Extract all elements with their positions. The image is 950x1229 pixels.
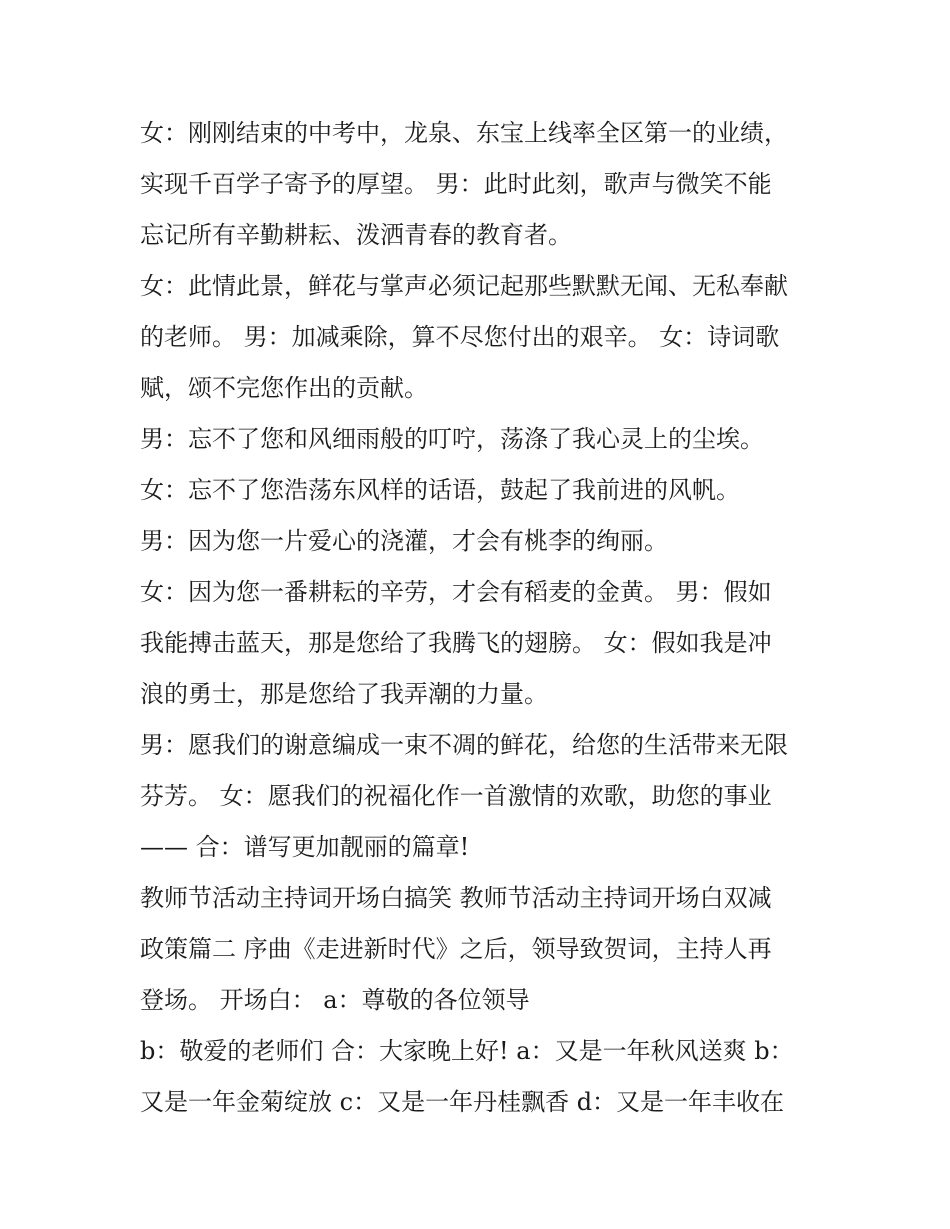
text-line: —— 合：谱写更加靓丽的篇章! xyxy=(140,833,470,861)
text-line: 女：刚刚结束的中考中，龙泉、东宝上线率全区第一的业绩， xyxy=(140,119,788,147)
text-line: 女：忘不了您浩荡东风样的话语，鼓起了我前进的风帆。 xyxy=(140,476,740,504)
text-line: 赋，颂不完您作出的贡献。 xyxy=(140,374,428,402)
text-line: 政策篇二 序曲《走进新时代》之后，领导致贺词，主持人再 xyxy=(140,935,772,963)
text-line: 教师节活动主持词开场白搞笑 教师节活动主持词开场白双减 xyxy=(140,884,772,912)
text-line: b：敬爱的老师们 合：大家晚上好! a：又是一年秋风送爽 b： xyxy=(140,1037,794,1065)
text-line: 登场。 开场白： a：尊敬的各位领导 xyxy=(140,986,530,1014)
text-line: 男：愿我们的谢意编成一束不凋的鲜花，给您的生活带来无限 xyxy=(140,731,788,759)
text-line: 浪的勇士，那是您给了我弄潮的力量。 xyxy=(140,680,548,708)
text-line: 又是一年金菊绽放 c：又是一年丹桂飘香 d：又是一年丰收在 xyxy=(140,1088,785,1116)
text-line: 男：忘不了您和风细雨般的叮咛，荡涤了我心灵上的尘埃。 xyxy=(140,425,764,453)
text-line: 芬芳。 女：愿我们的祝福化作一首激情的欢歌，助您的事业 xyxy=(140,782,772,810)
text-line: 男：因为您一片爱心的浇灌，才会有桃李的绚丽。 xyxy=(140,527,668,555)
text-line: 我能搏击蓝天，那是您给了我腾飞的翅膀。 女：假如我是冲 xyxy=(140,629,772,657)
text-line: 女：此情此景，鲜花与掌声必须记起那些默默无闻、无私奉献 xyxy=(140,272,788,300)
document-body xyxy=(140,108,830,1128)
text-line: 实现千百学子寄予的厚望。 男：此时此刻，歌声与微笑不能 xyxy=(140,170,772,198)
text-line: 忘记所有辛勤耕耘、泼洒青春的教育者。 xyxy=(140,221,572,249)
text-line: 的老师。 男：加减乘除，算不尽您付出的艰辛。 女：诗词歌 xyxy=(140,323,780,351)
text-line: 女：因为您一番耕耘的辛劳，才会有稻麦的金黄。 男：假如 xyxy=(140,578,772,606)
